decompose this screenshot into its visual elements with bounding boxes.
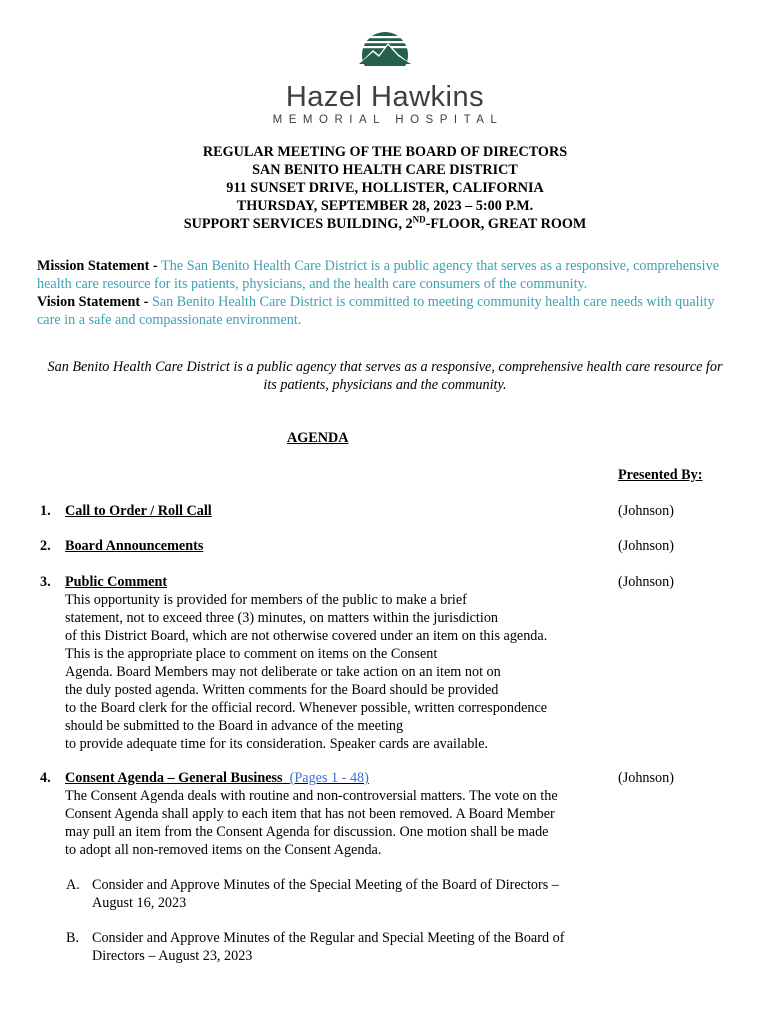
- item-number: 2.: [40, 538, 51, 554]
- item-description: The Consent Agenda deals with routine and non-controversial matters. The vote on the Consent Agenda shall apply to each item that has not been removed. A Board Member may pull an item from the Consent Agenda for discussion. One motion shall be made to adopt all non-removed items on the Consent Agenda.: [65, 788, 558, 858]
- item-presenter: (Johnson): [618, 503, 674, 519]
- item-title: Board Announcements: [65, 538, 204, 554]
- item-number: 1.: [40, 503, 51, 519]
- presented-by-header: Presented By:: [618, 467, 703, 483]
- subitem-letter: B.: [66, 930, 80, 946]
- header-line-5: SUPPORT SERVICES BUILDING, 2ND-FLOOR, GREAT ROOM: [183, 214, 587, 232]
- item-description: This opportunity is provided for members of the public to make a brief statement, not to exceed three (3) minutes, on matters within the jurisdiction of this District Board, which are not otherwise covered under an item on this agenda. This is the appropriate place to comment on items on the Consent Agenda. Board Members may not deliberate or take action on an item not on the duly posted agenda. Written comments for the Board should be provided to the Board clerk for the official record. Whenever possible, written correspondence should be submitted to the Board in advance of the meeting to provide adequate time for its consideration. Speaker cards are available.: [65, 592, 548, 752]
- header-line-2: SAN BENITO HEALTH CARE DISTRICT: [252, 162, 518, 178]
- item-number: 4.: [40, 770, 51, 786]
- item-presenter: (Johnson): [618, 770, 674, 786]
- item-title: Call to Order / Roll Call: [65, 503, 212, 519]
- header-line-1: REGULAR MEETING OF THE BOARD OF DIRECTORS: [202, 144, 568, 160]
- item-presenter: (Johnson): [618, 538, 674, 554]
- item-title: Consent Agenda – General Business (Pages 1 - 48): [65, 770, 369, 786]
- header-line-4: THURSDAY, SEPTEMBER 28, 2023 – 5:00 P.M.: [236, 198, 534, 214]
- vision-statement: Vision Statement - San Benito Health Care District is committed to meeting community health care needs with quality care in a safe and compassionate environment.: [37, 294, 715, 328]
- item-presenter: (Johnson): [618, 574, 674, 590]
- subitem-text: Consider and Approve Minutes of the Special Meeting of the Board of Directors – August 16, 2023: [92, 877, 559, 911]
- hospital-logo: [0, 30, 770, 127]
- subitem-letter: A.: [66, 877, 80, 893]
- header-line-3: 911 SUNSET DRIVE, HOLLISTER, CALIFORNIA: [226, 180, 544, 196]
- district-tagline: San Benito Health Care District is a public agency that serves as a responsive, comprehensive health care resource for its patients, physicians and the community.: [47, 359, 723, 393]
- mountain-logo-icon: [355, 30, 415, 80]
- logo-subtitle: MEMORIAL HOSPITAL: [272, 114, 504, 126]
- mission-statement: Mission Statement - The San Benito Health Care District is a public agency that serves as a responsive, comprehensive health care resource for its patients, physicians, and the health care consumers of the community.: [37, 258, 720, 292]
- item-pages: (Pages 1 - 48): [289, 770, 369, 786]
- item-title: Public Comment: [65, 574, 168, 590]
- item-number: 3.: [40, 574, 51, 590]
- statements: [37, 257, 737, 329]
- logo-name: Hazel Hawkins: [285, 81, 485, 113]
- agenda-title: AGENDA: [287, 430, 349, 446]
- meeting-header: [0, 143, 770, 233]
- subitem-text: Consider and Approve Minutes of the Regular and Special Meeting of the Board of Directors – August 23, 2023: [92, 930, 565, 964]
